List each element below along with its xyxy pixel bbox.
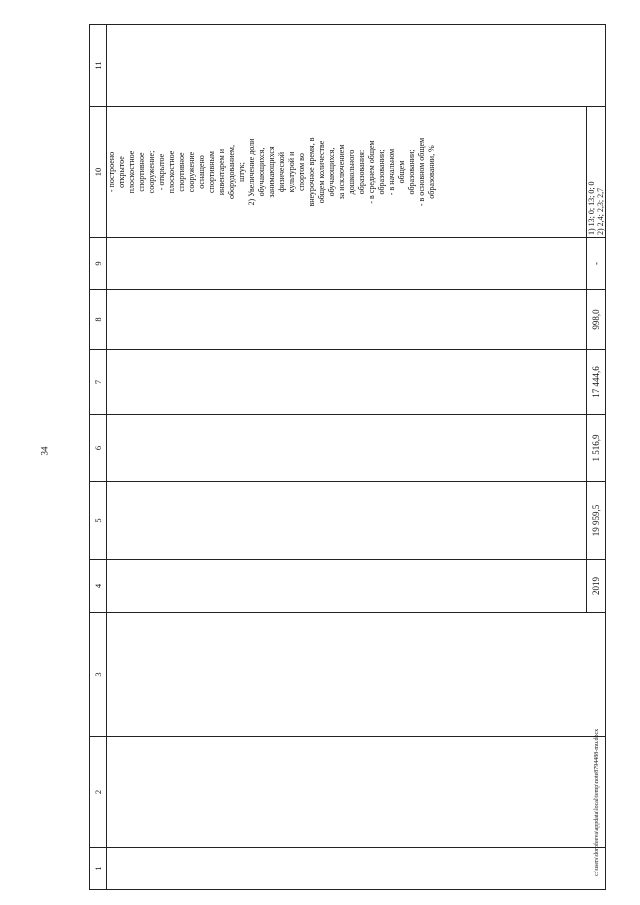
description-line: - открытое (157, 153, 166, 191)
description-line: культурой и (287, 151, 296, 193)
description-line: - в среднем общем (367, 140, 376, 204)
header-row (90, 25, 107, 890)
description-line: спортом во (297, 153, 306, 191)
description-line: сооружение (187, 151, 196, 193)
col-header-4: 4 (90, 560, 107, 613)
description-line: внеурочное время, в (307, 137, 316, 207)
cell-4 (107, 560, 587, 613)
description-line: - в начальном (387, 148, 396, 196)
indicator-values-line-2: 2) 2,4; 2,3; 2,7 (596, 187, 605, 235)
description-line: штук; (237, 162, 246, 182)
cell-2 (107, 737, 606, 848)
cell-7 (107, 350, 587, 415)
value-col8: 998,0 (587, 290, 606, 350)
cell-6 (107, 415, 587, 482)
description-line: общем (397, 160, 406, 184)
description-line: образования: (357, 149, 366, 195)
description-line: спортивное (177, 152, 186, 192)
col-header-2: 2 (90, 737, 107, 848)
content-row (107, 25, 587, 890)
indicator-description (107, 109, 437, 235)
program-table (89, 24, 606, 890)
description-line: обучающихся, (257, 147, 266, 197)
description-line: образовании, % (427, 145, 436, 199)
value-col5: 19 959,5 (587, 482, 606, 560)
col-header-6: 6 (90, 415, 107, 482)
description-line: спортивным (207, 151, 216, 193)
description-line: сооружение; (147, 150, 156, 194)
description-line: занимающихся (267, 146, 276, 198)
description-line: за исключением (337, 144, 346, 200)
value-col6: 1 516,9 (587, 415, 606, 482)
description-line: обучающихся, (327, 147, 336, 197)
description-line: - построено (107, 151, 116, 193)
cell-9 (107, 238, 587, 290)
col-header-3: 3 (90, 613, 107, 737)
value-col7: 17 444,6 (587, 350, 606, 415)
rotated-table-sheet (89, 25, 606, 890)
file-path-footer: c:\users\dorofeeva\appdata\local\temp\note8794488-mu.docx (594, 728, 600, 876)
description-line: дошкольного (347, 149, 356, 195)
indicator-values-line-1: 1) 13; 0; 13; 0; 0 (587, 181, 596, 235)
col-header-1: 1 (90, 848, 107, 890)
col-header-11: 11 (90, 25, 107, 107)
description-line: плоскостное (127, 150, 136, 194)
cell-5 (107, 482, 587, 560)
col-header-7: 7 (90, 350, 107, 415)
cell-1 (107, 848, 606, 890)
col-header-8: 8 (90, 290, 107, 350)
col-header-10: 10 (90, 107, 107, 238)
description-line: физической (277, 152, 286, 192)
indicator-values (587, 107, 606, 238)
description-line: общем количестве (317, 140, 326, 204)
description-line: спортивное (137, 152, 146, 192)
description-line: плоскостное (167, 150, 176, 194)
description-line: образовании; (407, 149, 416, 195)
col-header-9: 9 (90, 238, 107, 290)
page-number: 34 (39, 446, 50, 456)
cell-11 (107, 25, 606, 107)
col-header-5: 5 (90, 482, 107, 560)
description-line: - в основном общем (417, 137, 426, 207)
description-line: 2) Увеличение доли (247, 138, 256, 206)
cell-8 (107, 290, 587, 350)
cell-3 (107, 613, 606, 737)
cell-10-description (107, 107, 587, 238)
description-line: инвентарем и (217, 148, 226, 196)
description-line: образовании; (377, 149, 386, 195)
value-col9: - (587, 238, 606, 290)
description-line: открытое (117, 156, 126, 188)
description-line: оснащено (197, 155, 206, 189)
description-line: оборудованием, (227, 145, 236, 199)
year-cell: 2019 (587, 560, 606, 613)
